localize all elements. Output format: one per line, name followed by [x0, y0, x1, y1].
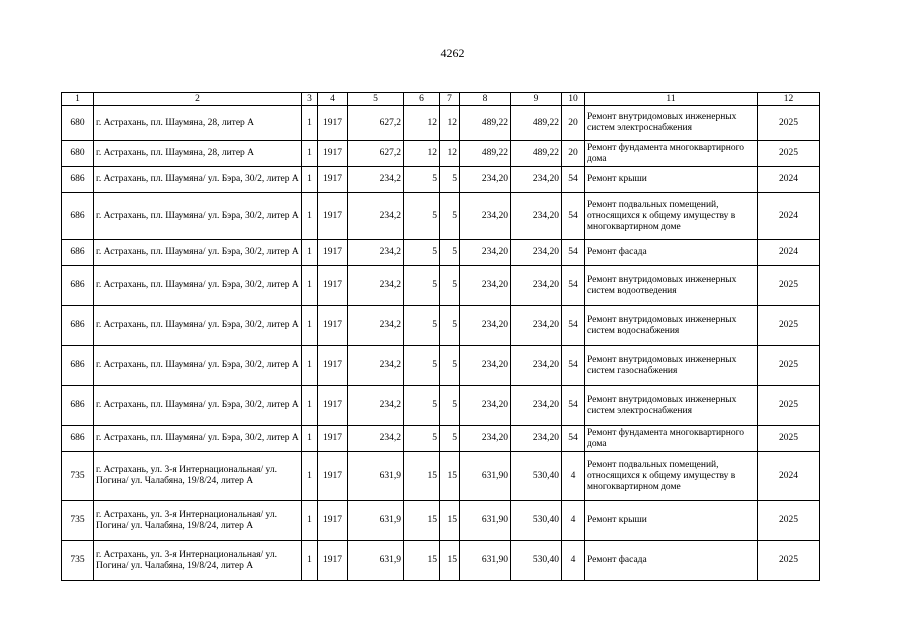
col-9-cell: 234,20 — [511, 386, 562, 426]
col-6-cell: 12 — [404, 141, 440, 167]
area-cell: 234,2 — [348, 266, 404, 306]
col-8-cell: 631,90 — [460, 452, 511, 501]
year-cell: 1917 — [318, 141, 348, 167]
work-type-cell: Ремонт крыши — [585, 501, 758, 541]
col-3-cell: 1 — [302, 266, 318, 306]
work-type-cell: Ремонт внутридомовых инженерных систем газоснабжения — [585, 346, 758, 386]
col-9-cell: 530,40 — [511, 501, 562, 541]
table-row — [62, 541, 820, 581]
address-cell: г. Астрахань, ул. 3-я Интернациональная/ ул. Погина/ ул. Чалабяна, 19/8/24, литер А — [94, 501, 302, 541]
plan-year-cell: 2025 — [758, 141, 820, 167]
table-row — [62, 167, 820, 193]
col-6-cell: 5 — [404, 306, 440, 346]
plan-year-cell: 2025 — [758, 346, 820, 386]
year-cell: 1917 — [318, 541, 348, 581]
plan-year-cell: 2025 — [758, 386, 820, 426]
col-10-cell: 4 — [562, 452, 585, 501]
area-cell: 234,2 — [348, 167, 404, 193]
table-row — [62, 426, 820, 452]
col-3-cell: 1 — [302, 106, 318, 141]
col-9-cell: 234,20 — [511, 426, 562, 452]
col-6-cell: 5 — [404, 266, 440, 306]
col-8-cell: 631,90 — [460, 541, 511, 581]
col-9-cell: 234,20 — [511, 240, 562, 266]
col-8-cell: 234,20 — [460, 306, 511, 346]
column-header: 5 — [348, 93, 404, 106]
table-row — [62, 306, 820, 346]
column-header: 7 — [440, 93, 460, 106]
work-type-cell: Ремонт фасада — [585, 240, 758, 266]
row-id-cell: 686 — [62, 386, 94, 426]
area-cell: 234,2 — [348, 240, 404, 266]
year-cell: 1917 — [318, 426, 348, 452]
row-id-cell: 680 — [62, 141, 94, 167]
address-cell: г. Астрахань, пл. Шаумяна, 28, литер А — [94, 106, 302, 141]
column-header: 8 — [460, 93, 511, 106]
table-row — [62, 240, 820, 266]
col-7-cell: 5 — [440, 306, 460, 346]
col-7-cell: 5 — [440, 346, 460, 386]
plan-year-cell: 2024 — [758, 240, 820, 266]
area-cell: 234,2 — [348, 193, 404, 240]
plan-year-cell: 2025 — [758, 426, 820, 452]
work-type-cell: Ремонт внутридомовых инженерных систем водоотведения — [585, 266, 758, 306]
col-8-cell: 489,22 — [460, 106, 511, 141]
column-header: 1 — [62, 93, 94, 106]
col-7-cell: 5 — [440, 266, 460, 306]
row-id-cell: 686 — [62, 306, 94, 346]
col-9-cell: 530,40 — [511, 541, 562, 581]
row-id-cell: 735 — [62, 501, 94, 541]
col-6-cell: 12 — [404, 106, 440, 141]
table-row — [62, 106, 820, 141]
col-3-cell: 1 — [302, 426, 318, 452]
col-6-cell: 5 — [404, 346, 440, 386]
col-10-cell: 54 — [562, 240, 585, 266]
col-6-cell: 15 — [404, 452, 440, 501]
col-6-cell: 5 — [404, 426, 440, 452]
work-type-cell: Ремонт крыши — [585, 167, 758, 193]
address-cell: г. Астрахань, пл. Шаумяна/ ул. Бэра, 30/2, литер А — [94, 167, 302, 193]
plan-year-cell: 2025 — [758, 306, 820, 346]
col-8-cell: 234,20 — [460, 167, 511, 193]
col-10-cell: 4 — [562, 541, 585, 581]
col-10-cell: 54 — [562, 386, 585, 426]
col-3-cell: 1 — [302, 386, 318, 426]
year-cell: 1917 — [318, 386, 348, 426]
col-8-cell: 234,20 — [460, 346, 511, 386]
col-8-cell: 234,20 — [460, 386, 511, 426]
registry-table — [61, 92, 820, 581]
plan-year-cell: 2024 — [758, 167, 820, 193]
address-cell: г. Астрахань, пл. Шаумяна/ ул. Бэра, 30/2, литер А — [94, 240, 302, 266]
col-3-cell: 1 — [302, 452, 318, 501]
table-row — [62, 452, 820, 501]
col-7-cell: 5 — [440, 167, 460, 193]
col-8-cell: 234,20 — [460, 426, 511, 452]
row-id-cell: 686 — [62, 240, 94, 266]
plan-year-cell: 2025 — [758, 501, 820, 541]
table-row — [62, 141, 820, 167]
row-id-cell: 686 — [62, 346, 94, 386]
area-cell: 631,9 — [348, 452, 404, 501]
area-cell: 631,9 — [348, 541, 404, 581]
table-row — [62, 193, 820, 240]
year-cell: 1917 — [318, 266, 348, 306]
page-number: 4262 — [440, 46, 465, 60]
work-type-cell: Ремонт внутридомовых инженерных систем электроснабжения — [585, 106, 758, 141]
year-cell: 1917 — [318, 306, 348, 346]
address-cell: г. Астрахань, ул. 3-я Интернациональная/ ул. Погина/ ул. Чалабяна, 19/8/24, литер А — [94, 541, 302, 581]
work-type-cell: Ремонт фундамента многоквартирного дома — [585, 141, 758, 167]
col-6-cell: 5 — [404, 193, 440, 240]
col-8-cell: 631,90 — [460, 501, 511, 541]
col-10-cell: 54 — [562, 167, 585, 193]
col-7-cell: 12 — [440, 141, 460, 167]
column-header: 10 — [562, 93, 585, 106]
row-id-cell: 735 — [62, 452, 94, 501]
col-9-cell: 234,20 — [511, 193, 562, 240]
plan-year-cell: 2024 — [758, 193, 820, 240]
row-id-cell: 686 — [62, 266, 94, 306]
col-6-cell: 5 — [404, 386, 440, 426]
col-8-cell: 234,20 — [460, 240, 511, 266]
col-7-cell: 12 — [440, 106, 460, 141]
area-cell: 631,9 — [348, 501, 404, 541]
col-9-cell: 234,20 — [511, 306, 562, 346]
row-id-cell: 680 — [62, 106, 94, 141]
table-row — [62, 346, 820, 386]
plan-year-cell: 2024 — [758, 452, 820, 501]
table-row — [62, 266, 820, 306]
col-3-cell: 1 — [302, 167, 318, 193]
col-8-cell: 234,20 — [460, 193, 511, 240]
address-cell: г. Астрахань, пл. Шаумяна/ ул. Бэра, 30/2, литер А — [94, 193, 302, 240]
row-id-cell: 686 — [62, 167, 94, 193]
column-header: 4 — [318, 93, 348, 106]
column-header: 3 — [302, 93, 318, 106]
col-6-cell: 15 — [404, 501, 440, 541]
year-cell: 1917 — [318, 193, 348, 240]
col-8-cell: 489,22 — [460, 141, 511, 167]
plan-year-cell: 2025 — [758, 266, 820, 306]
address-cell: г. Астрахань, пл. Шаумяна/ ул. Бэра, 30/2, литер А — [94, 266, 302, 306]
col-6-cell: 15 — [404, 541, 440, 581]
table-row — [62, 501, 820, 541]
year-cell: 1917 — [318, 106, 348, 141]
address-cell: г. Астрахань, пл. Шаумяна/ ул. Бэра, 30/2, литер А — [94, 426, 302, 452]
plan-year-cell: 2025 — [758, 541, 820, 581]
col-7-cell: 15 — [440, 541, 460, 581]
work-type-cell: Ремонт подвальных помещений, относящихся к общему имуществу в многоквартирном доме — [585, 452, 758, 501]
col-7-cell: 5 — [440, 240, 460, 266]
col-9-cell: 489,22 — [511, 141, 562, 167]
year-cell: 1917 — [318, 240, 348, 266]
col-10-cell: 54 — [562, 346, 585, 386]
col-10-cell: 20 — [562, 106, 585, 141]
col-7-cell: 15 — [440, 501, 460, 541]
col-7-cell: 15 — [440, 452, 460, 501]
col-3-cell: 1 — [302, 306, 318, 346]
row-id-cell: 735 — [62, 541, 94, 581]
column-header: 9 — [511, 93, 562, 106]
year-cell: 1917 — [318, 346, 348, 386]
col-7-cell: 5 — [440, 386, 460, 426]
col-7-cell: 5 — [440, 426, 460, 452]
col-7-cell: 5 — [440, 193, 460, 240]
work-type-cell: Ремонт внутридомовых инженерных систем водоснабжения — [585, 306, 758, 346]
col-3-cell: 1 — [302, 501, 318, 541]
row-id-cell: 686 — [62, 426, 94, 452]
col-9-cell: 234,20 — [511, 167, 562, 193]
work-type-cell: Ремонт подвальных помещений, относящихся к общему имуществу в многоквартирном доме — [585, 193, 758, 240]
col-10-cell: 4 — [562, 501, 585, 541]
col-3-cell: 1 — [302, 240, 318, 266]
year-cell: 1917 — [318, 167, 348, 193]
column-header: 11 — [585, 93, 758, 106]
col-3-cell: 1 — [302, 193, 318, 240]
col-3-cell: 1 — [302, 541, 318, 581]
col-9-cell: 530,40 — [511, 452, 562, 501]
address-cell: г. Астрахань, ул. 3-я Интернациональная/ ул. Погина/ ул. Чалабяна, 19/8/24, литер А — [94, 452, 302, 501]
area-cell: 234,2 — [348, 386, 404, 426]
area-cell: 234,2 — [348, 426, 404, 452]
col-10-cell: 54 — [562, 193, 585, 240]
year-cell: 1917 — [318, 452, 348, 501]
column-header: 6 — [404, 93, 440, 106]
plan-year-cell: 2025 — [758, 106, 820, 141]
work-type-cell: Ремонт фасада — [585, 541, 758, 581]
col-10-cell: 20 — [562, 141, 585, 167]
address-cell: г. Астрахань, пл. Шаумяна/ ул. Бэра, 30/2, литер А — [94, 346, 302, 386]
address-cell: г. Астрахань, пл. Шаумяна, 28, литер А — [94, 141, 302, 167]
col-10-cell: 54 — [562, 426, 585, 452]
col-8-cell: 234,20 — [460, 266, 511, 306]
column-number-row — [62, 93, 820, 106]
col-6-cell: 5 — [404, 167, 440, 193]
table-row — [62, 386, 820, 426]
col-9-cell: 234,20 — [511, 266, 562, 306]
work-type-cell: Ремонт фундамента многоквартирного дома — [585, 426, 758, 452]
area-cell: 234,2 — [348, 306, 404, 346]
column-header: 2 — [94, 93, 302, 106]
col-6-cell: 5 — [404, 240, 440, 266]
year-cell: 1917 — [318, 501, 348, 541]
row-id-cell: 686 — [62, 193, 94, 240]
area-cell: 627,2 — [348, 106, 404, 141]
col-9-cell: 234,20 — [511, 346, 562, 386]
col-3-cell: 1 — [302, 346, 318, 386]
address-cell: г. Астрахань, пл. Шаумяна/ ул. Бэра, 30/2, литер А — [94, 386, 302, 426]
col-10-cell: 54 — [562, 266, 585, 306]
address-cell: г. Астрахань, пл. Шаумяна/ ул. Бэра, 30/2, литер А — [94, 306, 302, 346]
area-cell: 627,2 — [348, 141, 404, 167]
col-9-cell: 489,22 — [511, 106, 562, 141]
column-header: 12 — [758, 93, 820, 106]
work-type-cell: Ремонт внутридомовых инженерных систем электроснабжения — [585, 386, 758, 426]
col-10-cell: 54 — [562, 306, 585, 346]
area-cell: 234,2 — [348, 346, 404, 386]
col-3-cell: 1 — [302, 141, 318, 167]
